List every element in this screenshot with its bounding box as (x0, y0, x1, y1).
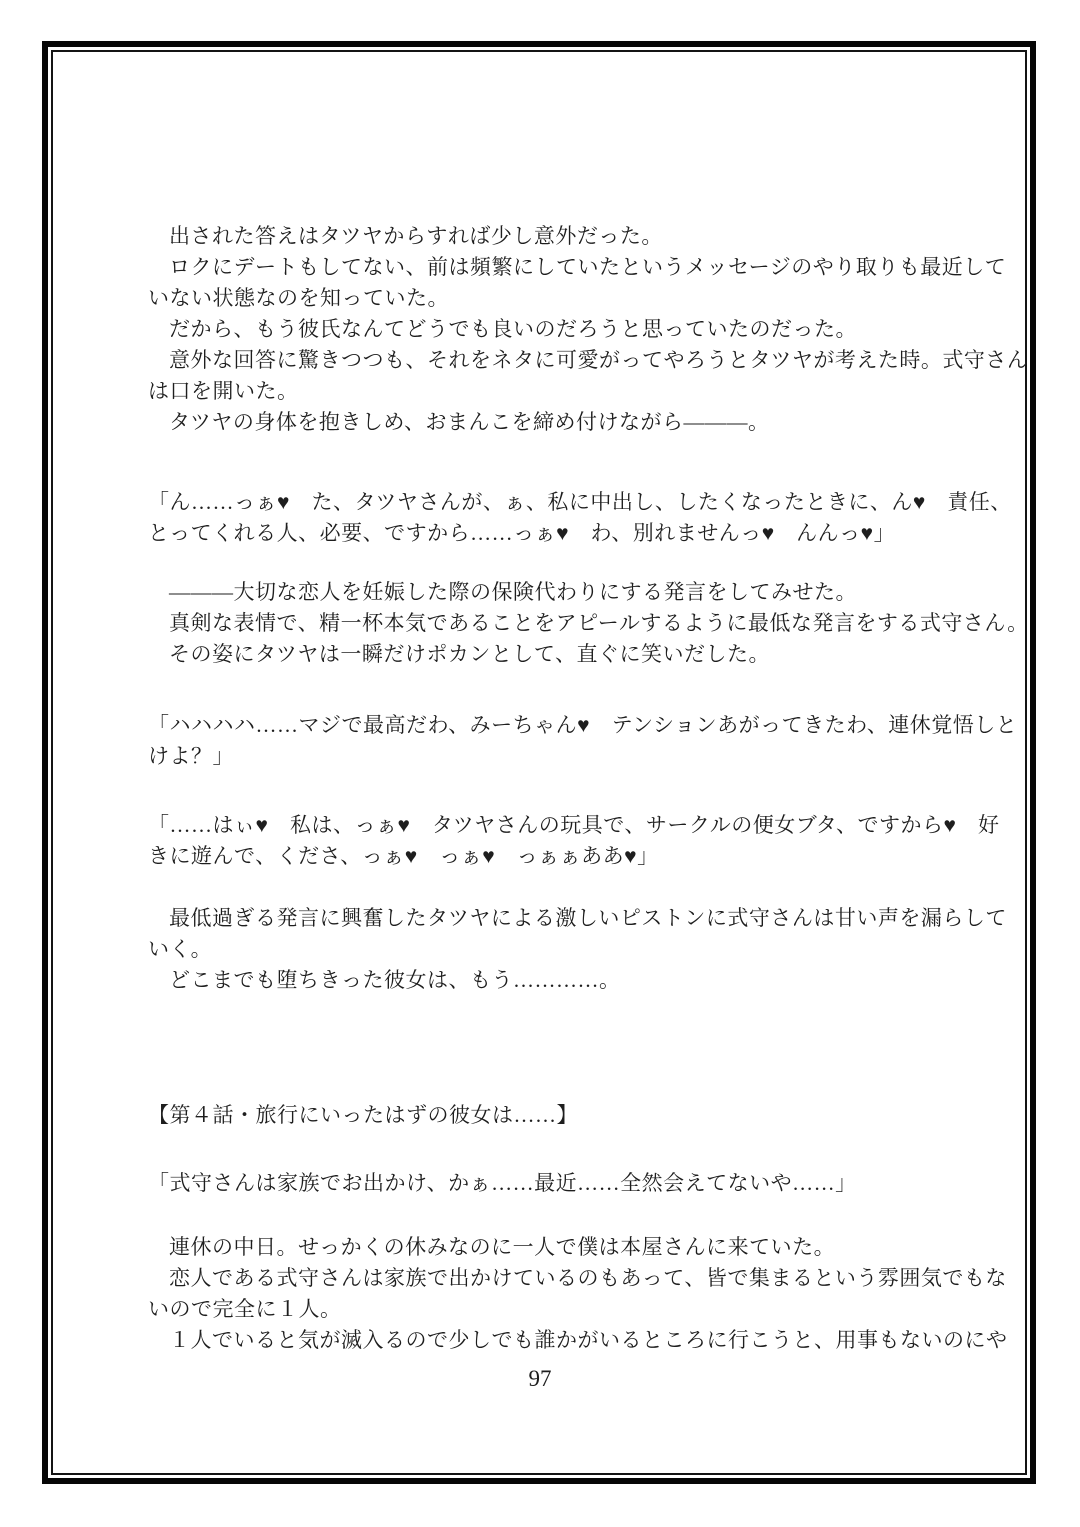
dialogue-block (148, 1168, 948, 1199)
text-line: ———大切な恋人を妊娠した際の保険代わりにする発言をしてみせた。 (169, 580, 857, 604)
text-line: どこまでも堕ちきった彼女は、もう…………。 (169, 968, 621, 992)
text-line: 真剣な表情で、精一杯本気であることをアピールするように最低な発言をする式守さん。 (169, 611, 1029, 635)
text-line: 意外な回答に驚きつつも、それをネタに可愛がってやろうとタツヤが考えた時。式守さん (169, 348, 1029, 372)
text-line: は口を開いた。 (148, 379, 299, 403)
text-line: 出された答えはタツヤからすれば少し意外だった。 (169, 224, 663, 248)
text-line: 最低過ぎる発言に興奮したタツヤによる激しいピストンに式守さんは甘い声を漏らして (169, 906, 1007, 930)
dialogue-block (148, 810, 1000, 872)
text-line: 「式守さんは家族でお出かけ、かぁ……最近……全然会えてないや……」 (148, 1171, 857, 1195)
text-line: いない状態なのを知っていた。 (148, 286, 449, 310)
narration-block (148, 577, 1029, 670)
text-line: １人でいると気が滅入るので少しでも誰かがいるところに行こうと、用事もないのにや (169, 1328, 1008, 1352)
narration-block (148, 221, 1029, 438)
text-line: とってくれる人、必要、ですから……っぁ♥ わ、別れませんっ♥ んんっ♥」 (148, 521, 896, 545)
dialogue-block (148, 710, 1018, 772)
text-line: きに遊んで、くださ、っぁ♥ っぁ♥ っぁぁああ♥」 (148, 844, 659, 868)
text-content (148, 221, 1029, 1356)
text-line: その姿にタツヤは一瞬だけポカンとして、直ぐに笑いだした。 (169, 642, 770, 666)
text-line: タツヤの身体を抱きしめ、おまんこを締め付けながら———。 (169, 410, 770, 434)
text-line: 「ん……っぁ♥ た、タツヤさんが、ぁ、私に中出し、したくなったときに、ん♥ 責任、 (148, 490, 1012, 514)
text-line: 「……はぃ♥ 私は、っぁ♥ タツヤさんの玩具で、サークルの便女ブタ、ですから♥ 好 (148, 813, 1000, 837)
narration-block (148, 1232, 1008, 1356)
dialogue-block (148, 487, 1012, 549)
text-line: いので完全に１人。 (148, 1297, 342, 1321)
text-line: 【第４話・旅行にいったはずの彼女は……】 (148, 1103, 578, 1127)
text-line: だから、もう彼氏なんてどうでも良いのだろうと思っていたのだった。 (169, 317, 857, 341)
heading-block (148, 1100, 948, 1131)
text-line: 連休の中日。せっかくの休みなのに一人で僕は本屋さんに来ていた。 (169, 1235, 836, 1259)
text-line: けよ？」 (148, 744, 234, 768)
page-number: 97 (528, 1366, 552, 1391)
text-line: いく。 (148, 937, 213, 961)
narration-block (148, 903, 1007, 996)
text-line: ロクにデートもしてない、前は頻繁にしていたというメッセージのやり取りも最近して (169, 255, 1007, 279)
text-line: 恋人である式守さんは家族で出かけているのもあって、皆で集まるという雰囲気でもな (169, 1266, 1007, 1290)
text-line: 「ハハハハ……マジで最高だわ、みーちゃん♥ テンションあがってきたわ、連休覚悟しと (148, 713, 1018, 737)
